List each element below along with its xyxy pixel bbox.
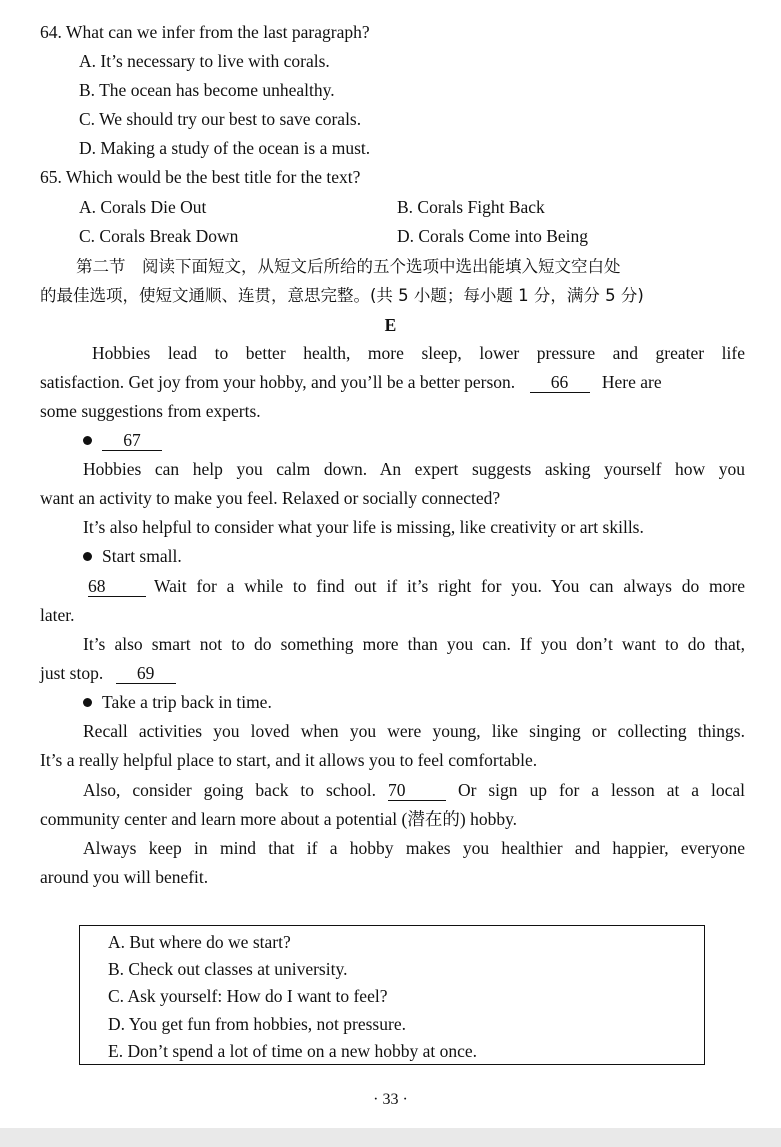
- passage-p5-line-1: It’s also smart not to do something more than you can. If you don’t want to do that,: [83, 634, 745, 654]
- passage-p4-line-1-text: Wait for a while to find out if it’s right for you. You can always do more: [154, 576, 745, 596]
- bullet-trip-back: Take a trip back in time.: [102, 692, 272, 712]
- passage-p1-line-2: [40, 371, 662, 393]
- passage-p1-line-2-tail: Here are: [601, 372, 662, 392]
- passage-p5-line-2: [40, 662, 176, 684]
- question-64-stem: 64. What can we infer from the last paragraph?: [40, 22, 370, 42]
- passage-p1-line-2-text: satisfaction. Get joy from your hobby, and you’ll be a better person.: [40, 372, 516, 392]
- answer-option-d: D. You get fun from hobbies, not pressure.: [108, 1014, 406, 1034]
- passage-letter: E: [384, 315, 397, 335]
- bullet-icon: [83, 698, 92, 707]
- passage-p5-line-2-text: just stop.: [40, 663, 104, 683]
- passage-p6-line-1: Recall activities you loved when you were young, like singing or collecting things.: [83, 721, 745, 741]
- question-65-option-c: C. Corals Break Down: [79, 226, 239, 246]
- passage-p2-line-1: Hobbies can help you calm down. An expert suggests asking yourself how you: [83, 459, 745, 479]
- section-instruction-line-1: 第二节 阅读下面短文，从短文后所给的五个选项中选出能填入短文空白处: [76, 257, 621, 276]
- question-65-option-b: B. Corals Fight Back: [397, 197, 545, 217]
- question-65-stem: 65. Which would be the best title for the text?: [40, 167, 361, 187]
- passage-p1-line-1: Hobbies lead to better health, more sleep, lower pressure and greater life: [92, 343, 745, 363]
- section-instruction-line-2: 的最佳选项，使短文通顺、连贯，意思完整。(共 5 小题；每小题 1 分，满分 5 分): [40, 286, 644, 305]
- bullet-icon: [83, 552, 92, 561]
- answer-option-a: A. But where do we start?: [108, 932, 291, 952]
- bullet-67-row: [83, 429, 162, 451]
- passage-p8-line-1: Always keep in mind that if a hobby makes you healthier and happier, everyone: [83, 838, 745, 858]
- blank-70: 70: [388, 780, 446, 801]
- bullet-start-small-row: [83, 545, 182, 567]
- passage-p4-line-2: later.: [40, 605, 75, 625]
- passage-p1-line-3: some suggestions from experts.: [40, 401, 261, 421]
- question-64-option-c: C. We should try our best to save corals.: [79, 109, 362, 129]
- answer-option-b: B. Check out classes at university.: [108, 959, 348, 979]
- bullet-icon: [83, 436, 92, 445]
- answer-options-box: [79, 925, 705, 1065]
- passage-p7-line-2: community center and learn more about a potential (潜在的) hobby.: [40, 809, 518, 829]
- passage-p6-line-2: It’s a really helpful place to start, and it allows you to feel comfortable.: [40, 750, 538, 770]
- answer-option-e: E. Don’t spend a lot of time on a new hobby at once.: [108, 1041, 478, 1061]
- passage-p7-line-1: [83, 779, 745, 801]
- question-64-option-a: A. It’s necessary to live with corals.: [79, 51, 330, 71]
- bullet-trip-row: [83, 691, 272, 713]
- question-65-option-a: A. Corals Die Out: [79, 197, 207, 217]
- blank-69: 69: [116, 663, 176, 684]
- passage-p7-line-1-text: Also, consider going back to school.: [83, 780, 377, 800]
- bottom-margin-strip: [0, 1128, 781, 1147]
- question-64-option-d: D. Making a study of the ocean is a must.: [79, 138, 371, 158]
- bullet-start-small: Start small.: [102, 546, 182, 566]
- blank-67: 67: [102, 430, 162, 451]
- blank-68: 68: [88, 576, 146, 597]
- blank-66: 66: [530, 372, 590, 393]
- question-65-option-d: D. Corals Come into Being: [397, 226, 589, 246]
- passage-p4-line-1: [88, 575, 745, 597]
- passage-p2-line-2: want an activity to make you feel. Relaxed or socially connected?: [40, 488, 501, 508]
- passage-p7-line-1-tail: Or sign up for a lesson at a local: [457, 780, 746, 800]
- answer-option-c: C. Ask yourself: How do I want to feel?: [108, 986, 388, 1006]
- question-64-option-b: B. The ocean has become unhealthy.: [79, 80, 335, 100]
- passage-p3-line-1: It’s also helpful to consider what your life is missing, like creativity or art skills.: [83, 517, 644, 537]
- page-number: · 33 ·: [373, 1091, 408, 1108]
- passage-p8-line-2: around you will benefit.: [40, 867, 209, 887]
